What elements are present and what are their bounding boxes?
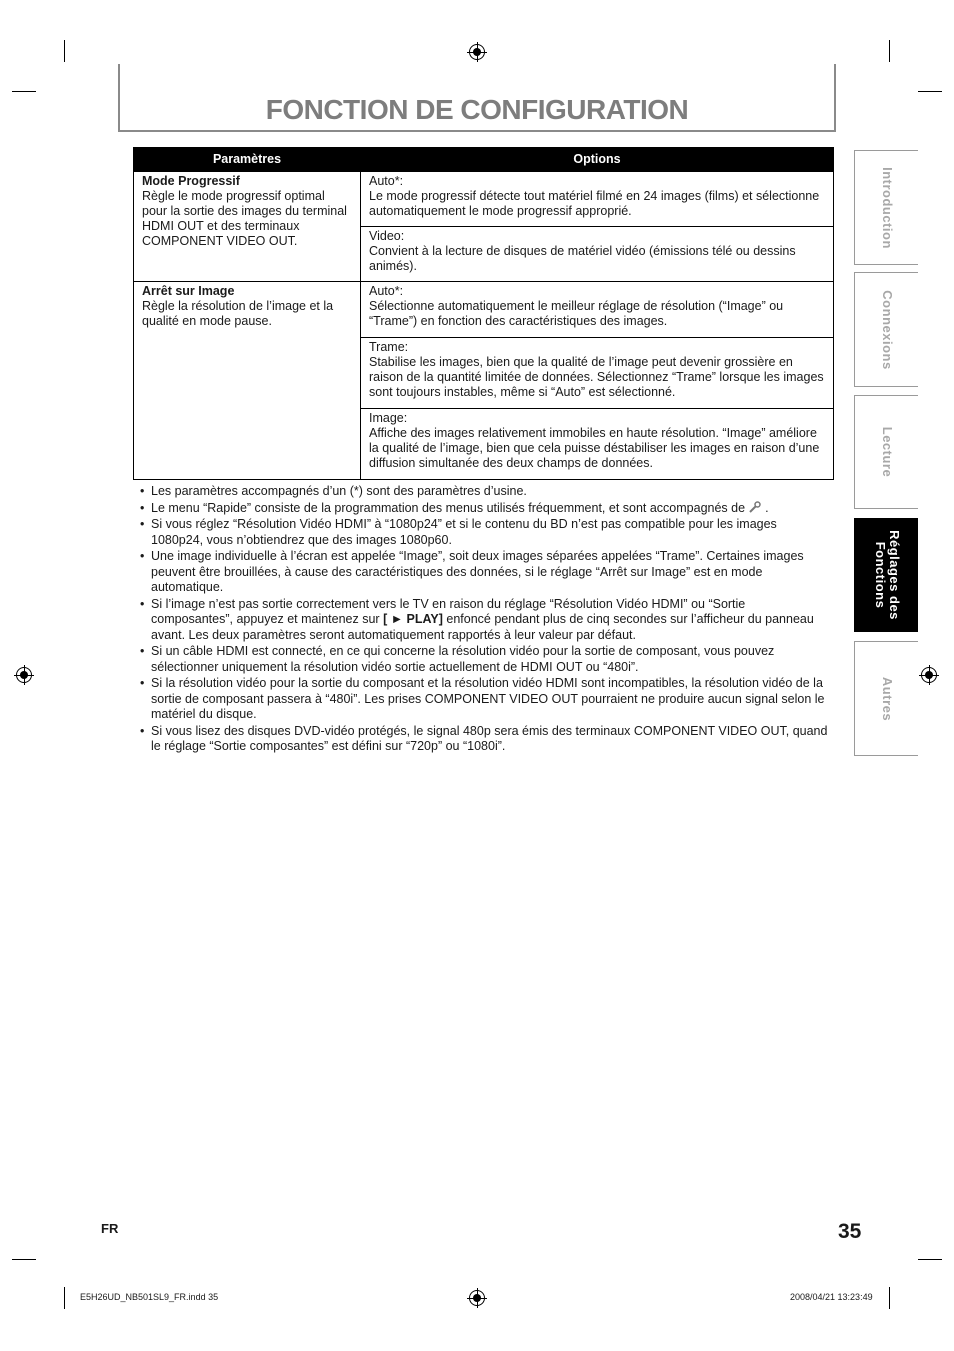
tab-connexions[interactable] — [854, 272, 918, 387]
note-text: Si vous lisez des disques DVD-vidéo protégés, le signal 480p sera émis des terminaux COMPONENT VIDEO OUT, quand le réglage “Sortie composantes” est défini sur “720p” ou “1080i”. — [151, 723, 828, 753]
note-item — [140, 501, 830, 517]
crop-mark — [889, 40, 890, 62]
table-header-row — [134, 148, 834, 172]
registration-mark-icon — [469, 1290, 485, 1306]
page-title: FONCTION DE CONFIGURATION — [265, 94, 689, 125]
option-text: Convient à la lecture de disques de matériel vidéo (émissions télé ou dessins animés). — [369, 244, 796, 273]
settings-table — [133, 147, 834, 480]
tab-autres[interactable] — [854, 641, 918, 756]
param-name: Arrêt sur Image — [142, 284, 235, 298]
language-label: FR — [101, 1221, 119, 1236]
param-description: Règle la résolution de l’image et la qualité en mode pause. — [142, 299, 334, 328]
tab-label-line: Réglages des — [886, 530, 902, 620]
registration-mark-icon — [16, 667, 32, 683]
note-item — [140, 549, 830, 596]
note-item — [140, 597, 830, 644]
crop-mark — [64, 1287, 65, 1309]
title-frame — [118, 64, 836, 132]
note-text: Si un câble HDMI est connecté, en ce qui concerne la résolution vidéo pour la sortie de composant, vous pouvez sélectionner uniquement la résolution vidéo sortie actuellement de HDMI OUT ou “480i”. — [151, 644, 775, 674]
note-item — [140, 517, 830, 548]
option-cell — [361, 409, 834, 480]
note-text: . — [765, 500, 769, 515]
option-cell — [361, 172, 834, 227]
param-name: Mode Progressif — [142, 174, 240, 188]
param-cell — [134, 172, 361, 282]
table-row — [134, 282, 834, 338]
option-label: Auto*: — [369, 174, 404, 188]
play-key-label: [ ► PLAY] — [383, 612, 443, 626]
option-label: Auto*: — [369, 284, 404, 298]
note-item — [140, 644, 830, 675]
note-text: Le menu “Rapide” consiste de la programmation des menus utilisés fréquemment, et sont accompagnés de — [151, 500, 746, 515]
table-row — [134, 172, 834, 227]
tab-label: Lecture — [879, 426, 895, 478]
option-text: Affiche des images relativement immobiles en haute résolution. “Image” améliore la qualité de l’image, bien que cela puisse déstabiliser les images en raison d’une diffusion simultanée des deux champs de données. — [369, 426, 820, 470]
tab-introduction[interactable] — [854, 150, 918, 265]
note-item — [140, 484, 830, 500]
crop-mark — [64, 40, 65, 62]
note-text: Si l’image n’est pas sortie correctement vers le TV en raison du réglage “Résolution Vidéo HDMI” ou “Sortie composantes”, appuyez et maintenez sur — [151, 596, 746, 626]
param-cell — [134, 282, 361, 480]
note-text: Si vous réglez “Résolution Vidéo HDMI” à “1080p24” et si le contenu du BD n’est pas compatible pour les images 1080p24, vous n’obtiendrez que des images 1080p60. — [151, 517, 777, 547]
tab-label — [873, 530, 901, 620]
wrench-icon — [748, 501, 762, 513]
registration-mark-icon — [921, 667, 937, 683]
crop-mark — [918, 91, 942, 92]
tab-label: Autres — [879, 676, 895, 721]
note-item — [140, 676, 830, 723]
tab-lecture[interactable] — [854, 395, 918, 509]
crop-mark — [12, 1259, 36, 1260]
option-cell — [361, 282, 834, 338]
tab-label: Introduction — [879, 166, 895, 249]
notes-list — [140, 484, 830, 756]
note-text: Si la résolution vidéo pour la sortie du composant et la résolution vidéo HDMI sont incompatibles, la résolution vidéo de la sortie de composant passera à “480i”. Les prises COMPONENT VIDEO OUT pourraient ne produire aucun signal selon le matériel du disque. — [151, 676, 825, 721]
note-text: Les paramètres accompagnés d’un (*) sont des paramètres d’usine. — [151, 484, 527, 498]
option-text: Le mode progressif détecte tout matériel filmé en 24 images (films) et sélectionne automatiquement le mode progressif approprié. — [369, 189, 820, 218]
option-text: Sélectionne automatiquement le meilleur réglage de résolution (“Image” ou “Trame”) en fonction des caractéristiques des images. — [369, 299, 784, 328]
note-text: enfoncé pendant plus de cinq secondes sur l’afficheur du panneau avant. Les deux paramètres seront automatiquement rapportés à leur valeur par défaut. — [151, 612, 814, 642]
registration-mark-icon — [469, 44, 485, 60]
option-label: Video: — [369, 229, 405, 243]
tab-label: Connexions — [879, 289, 895, 370]
crop-mark — [12, 91, 36, 92]
option-cell — [361, 227, 834, 282]
page-number: 35 — [838, 1220, 862, 1243]
footer-filename: E5H26UD_NB501SL9_FR.indd 35 — [80, 1292, 219, 1302]
footer-timestamp: 2008/04/21 13:23:49 — [790, 1292, 873, 1302]
param-description: Règle le mode progressif optimal pour la sortie des images du terminal HDMI OUT et des terminaux COMPONENT VIDEO OUT. — [142, 189, 347, 248]
option-cell — [361, 338, 834, 409]
note-item — [140, 724, 830, 755]
tab-reglages-des-fonctions[interactable] — [854, 518, 918, 632]
option-label: Trame: — [369, 340, 409, 354]
tab-label-line: Fonctions — [872, 541, 888, 609]
note-text: Une image individuelle à l’écran est appelée “Image”, soit deux images séparées appelées “Trame”. Certaines images peuvent être brouillées, à cause des caractéristiques des données, si le réglage “Arrêt sur Image” est en mode automatique. — [151, 549, 804, 594]
column-header-params: Paramètres — [134, 148, 361, 172]
option-text: Stabilise les images, bien que la qualité de l’image peut devenir grossière en raison de la quantité limitée de données. Sélectionnez “Trame” lorsque les images sont toujours instables, même si “Auto” est sélectionné. — [369, 355, 824, 399]
option-label: Image: — [369, 411, 408, 425]
crop-mark — [889, 1287, 890, 1309]
crop-mark — [918, 1259, 942, 1260]
column-header-options: Options — [361, 148, 834, 172]
